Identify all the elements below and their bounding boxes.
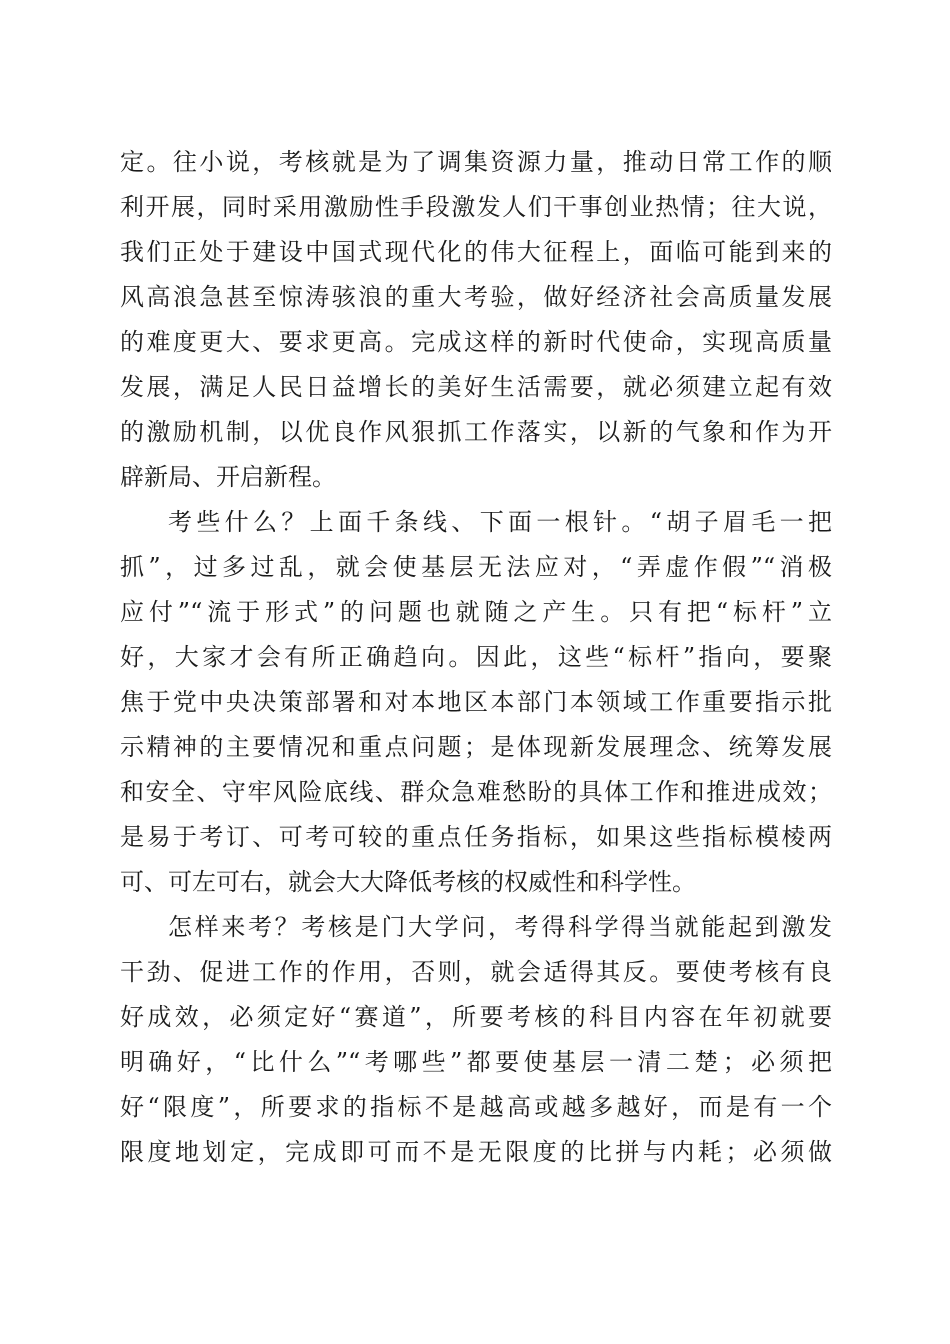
text-line: 发展，满足人民日益增长的美好生活需要，就必须建立起有效 <box>120 373 832 401</box>
text-line: 抓”，过多过乱，就会使基层无法应对，“弄虚作假”“消极 <box>120 553 832 581</box>
text-line: 焦于党中央决策部署和对本地区本部门本领域工作重要指示批 <box>120 688 832 716</box>
text-line: 是易于考订、可考可较的重点任务指标，如果这些指标模棱两 <box>120 823 832 851</box>
text-line: 可、可左可右，就会大大降低考核的权威性和科学性。 <box>120 868 696 896</box>
paragraph-start-line: 考些什么？上面千条线、下面一根针。“胡子眉毛一把 <box>168 508 832 536</box>
text-line: 限度地划定，完成即可而不是无限度的比拼与内耗；必须做 <box>120 1138 832 1166</box>
text-line: 风高浪急甚至惊涛骇浪的重大考验，做好经济社会高质量发展 <box>120 283 832 311</box>
text-line: 定。往小说，考核就是为了调集资源力量，推动日常工作的顺 <box>120 148 832 176</box>
text-line: 我们正处于建设中国式现代化的伟大征程上，面临可能到来的 <box>120 238 832 266</box>
text-line: 好，大家才会有所正确趋向。因此，这些“标杆”指向，要聚 <box>120 643 832 671</box>
text-line: 示精神的主要情况和重点问题；是体现新发展理念、统筹发展 <box>120 733 832 761</box>
text-line: 的难度更大、要求更高。完成这样的新时代使命，实现高质量 <box>120 328 832 356</box>
text-line: 好成效，必须定好“赛道”，所要考核的科目内容在年初就要 <box>120 1003 832 1031</box>
body-text <box>120 140 832 1175</box>
paragraph-start-line: 怎样来考？考核是门大学问，考得科学得当就能起到激发 <box>168 913 832 941</box>
text-line: 干劲、促进工作的作用，否则，就会适得其反。要使考核有良 <box>120 958 832 986</box>
text-line: 利开展，同时采用激励性手段激发人们干事创业热情；往大说， <box>120 193 832 221</box>
text-line: 辟新局、开启新程。 <box>120 463 336 491</box>
text-line: 明确好，“比什么”“考哪些”都要使基层一清二楚；必须把 <box>120 1048 832 1076</box>
text-line: 应付”“流于形式”的问题也就随之产生。只有把“标杆”立 <box>120 598 832 626</box>
text-line: 的激励机制，以优良作风狠抓工作落实，以新的气象和作为开 <box>120 418 832 446</box>
text-line: 和安全、守牢风险底线、群众急难愁盼的具体工作和推进成效； <box>120 778 832 806</box>
text-line: 好“限度”，所要求的指标不是越高或越多越好，而是有一个 <box>120 1093 832 1121</box>
